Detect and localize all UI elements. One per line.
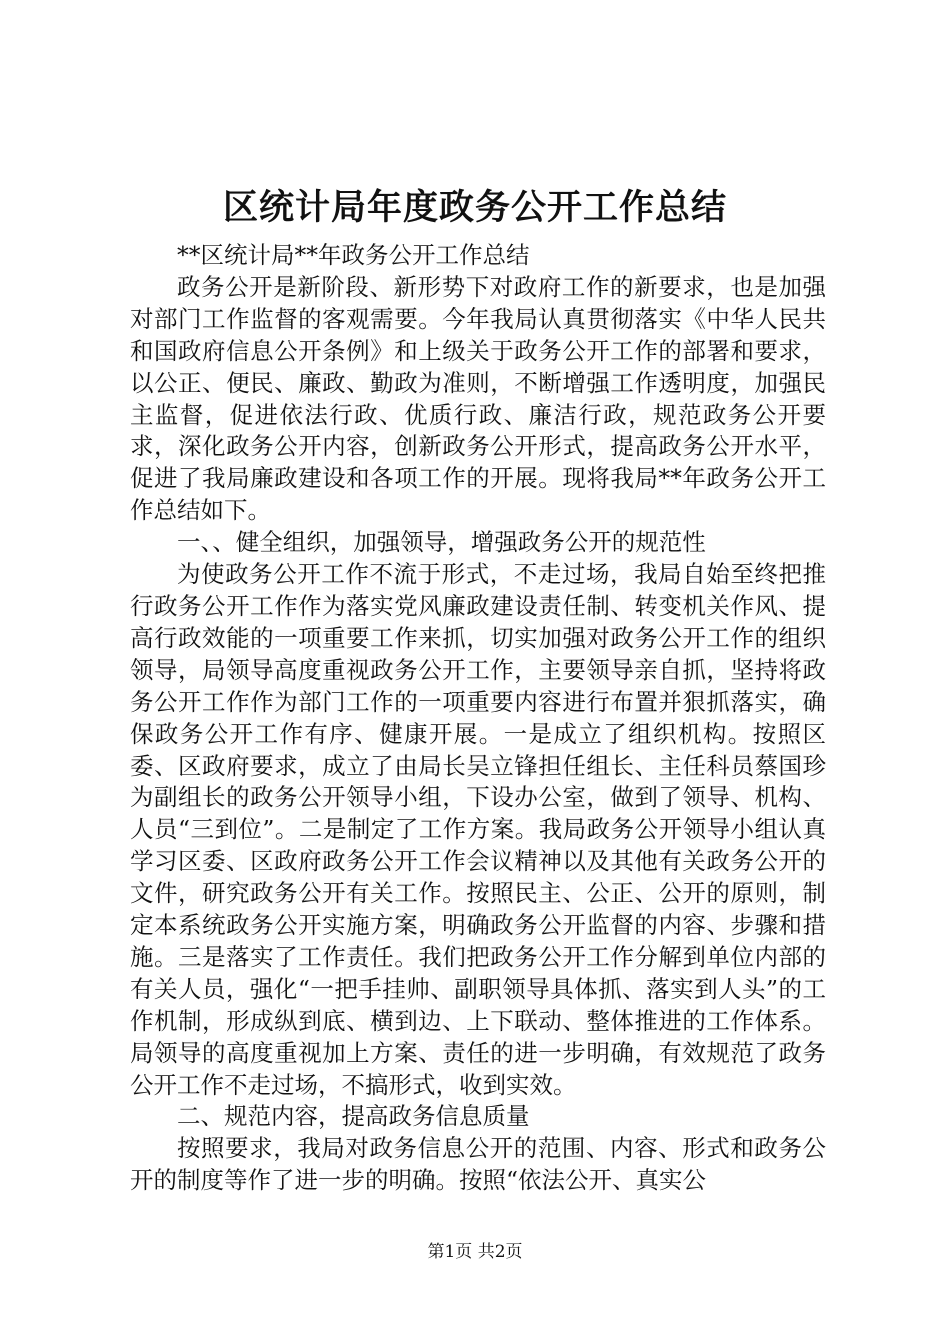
paragraph-section-1: 为使政务公开工作不流于形式，不走过场，我局自始至终把推行政务公开工作作为落实党风廉政建设责任制、转变机关作风、提高行政效能的一项重要工作来抓，切实加强对政务公开工作的组织领导，局领导高度重视政务公开工作，主要领导亲自抓，坚持将政务公开工作作为部门工作的一项重要内容进行布置并狠抓落实，确保政务公开工作有序、健康开展。一是成立了组织机构。按照区委、区政府要求，成立了由局长吴立锋担任组长、主任科员蔡国珍为副组长的政务公开领导小组，下设办公室，做到了领导、机构、人员“三到位”。二是制定了工作方案。我局政务公开领导小组认真学习区委、区政府政务公开工作会议精神以及其他有关政务公开的文件，研究政务公开有关工作。按照民主、公正、公开的原则，制定本系统政务公开实施方案，明确政务公开监督的内容、步骤和措施。三是落实了工作责任。我们把政务公开工作分解到单位内部的有关人员，强化“一把手挂帅、副职领导具体抓、落实到人头”的工作机制，形成纵到底、横到边、上下联动、整体推进的工作体系。局领导的高度重视加上方案、责任的进一步明确，有效规范了政务公开工作不走过场，不搞形式，收到实效。 [130,560,826,1099]
document-subtitle: **区统计局**年政务公开工作总结 [177,241,530,269]
section-heading-2: 二、规范内容，提高政务信息质量 [177,1102,530,1131]
document-title: 区统计局年度政务公开工作总结 [222,187,727,228]
page-number: 第1页 共2页 [427,1242,523,1262]
paragraph-section-2: 按照要求，我局对政务信息公开的范围、内容、形式和政务公开的制度等作了进一步的明确。按照“依法公开、真实公 [130,1134,826,1195]
document-body [130,240,826,1197]
section-heading-1: 一、、健全组织，加强领导，增强政务公开的规范性 [177,528,706,557]
paragraph-intro: 政务公开是新阶段、新形势下对政府工作的新要求，也是加强对部门工作监督的客观需要。今年我局认真贯彻落实《中华人民共和国政府信息公开条例》和上级关于政务公开工作的部署和要求，以公正、便民、廉政、勤政为准则，不断增强工作透明度，加强民主监督，促进依法行政、优质行政、廉洁行政，规范政务公开要求，深化政务公开内容，创新政务公开形式，提高政务公开水平，促进了我局廉政建设和各项工作的开展。现将我局**年政务公开工作总结如下。 [130,272,826,525]
